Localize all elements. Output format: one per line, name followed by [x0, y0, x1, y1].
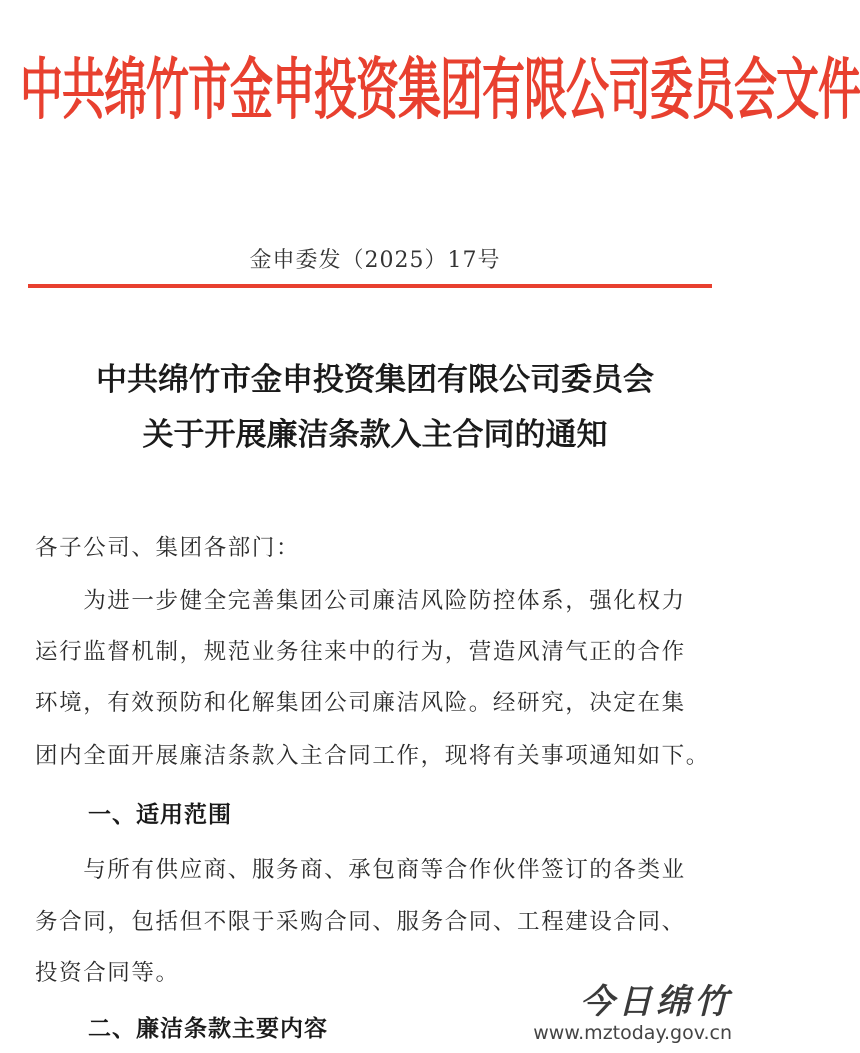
paragraph-line: 为进一步健全完善集团公司廉洁风险防控体系，强化权力: [35, 588, 686, 614]
section-heading-content: 二、廉洁条款主要内容: [88, 1016, 328, 1042]
notice-title-line-2: 关于开展廉洁条款入主合同的通知: [142, 417, 608, 453]
paragraph-line: 与所有供应商、服务商、承包商等合作伙伴签订的各类业: [35, 857, 686, 883]
notice-title-line-1: 中共绵竹市金申投资集团有限公司委员会: [96, 362, 654, 398]
watermark-url: www.mztoday.gov.cn: [533, 1022, 732, 1044]
paragraph-line: 环境，有效预防和化解集团公司廉洁风险。经研究，决定在集: [35, 690, 686, 716]
issuer-header: 中共绵竹市金申投资集团有限公司委员会文件: [20, 51, 860, 130]
salutation: 各子公司、集团各部门：: [35, 535, 301, 561]
paragraph-line: 运行监督机制，规范业务往来中的行为，营造风清气正的合作: [35, 639, 686, 665]
watermark-site-name: 今日绵竹: [580, 982, 732, 1022]
section-heading-scope: 一、适用范围: [88, 802, 232, 828]
paragraph-line: 投资合同等。: [35, 960, 180, 986]
paragraph-line: 团内全面开展廉洁条款入主合同工作，现将有关事项通知如下。: [35, 743, 710, 769]
red-divider-line: [28, 284, 712, 288]
document-number: 金申委发（2025）17号: [249, 248, 501, 273]
site-watermark: [533, 982, 732, 1044]
paragraph-line: 务合同，包括但不限于采购合同、服务合同、工程建设合同、: [35, 909, 686, 935]
